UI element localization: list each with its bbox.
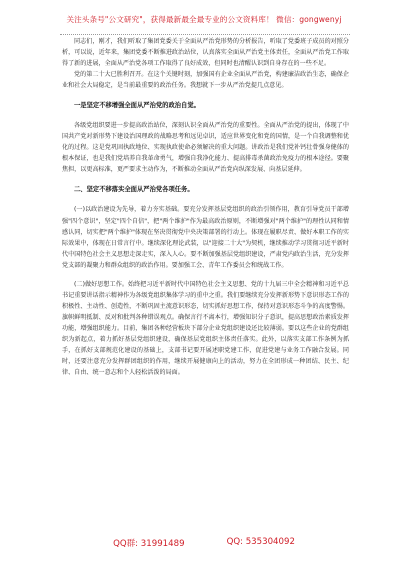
footer-qq-group: QQ群: 31991489 xyxy=(113,539,185,549)
paragraph-intro-2: 党的第二十大已胜利召开。在这个关键时刻，加强国有企业全面从严治党，构建廉洁政治生态，确保企业和社会大局稳定，是当前最重要的政治任务。我想就下一步从严治党提几点意见。 xyxy=(62,71,349,90)
footer-qq-number: QQ: 535304092 xyxy=(226,537,295,547)
paragraph-intro: 同志们，刚才，我们听取了集团党委关于全面从严治党形势的分析报告，听取了党委班子成员的对照分析，可以说，近年来，集团党委不断推进政治站位，认真落实全面从严治党主体责任，全面从严治党工作取得了新的进展，全面从严治党各项工作取得了良好成效，但同时也清醒认识到自身存在的一些不足。 xyxy=(62,38,349,68)
paragraph-section-1: 各级党组织要进一步提高政治站位，深刻认识全面从严治党的重要性。全面从严治党的提出，体现了中国共产党对新形势下建设治国理政的战略思考和远见卓识，适应世界变化和党的国情，是一个自我调整和优化的过程。这是党巩固执政地位、实现执政使命必须解决的重大问题。讲政治是我们党补钙壮骨强身健体的根本保证，也是我们党培养自我革命勇气，增强自我净化能力、提高排毒杀菌政治免疫力的根本途径。要聚焦担，以更高标准，更严要求主动作为，不断推动全面从严治党向纵深发展、向基层延伸。 xyxy=(62,122,349,174)
section-heading-1: 一是坚定不移增强全面从严治党的政治自觉。 xyxy=(74,102,200,110)
page-footer xyxy=(0,537,408,549)
document-body xyxy=(62,36,349,378)
page-header-notice: 关注头条号"公文研究"，获得最新最全最专业的公文资料库！ 微信：gongwenyj xyxy=(66,15,342,24)
header-divider xyxy=(60,34,350,35)
paragraph-item-1: (一)以政治建设为先导，着力夯实基础。要充分发挥基层党组织的政治引领作用，教育引导党员干部增强"四个意识"，坚定"四个自信"，把"两个维护"作为最高政治原则，不断增强对"两个维护"的理性认同和情感认同，切实把"两个维护"体现在坚决贯彻党中央决策部署的行动上。体现在履职尽责、做好本职工作的实际效果中，体现在日常言行中。继续深化理论武装，以"迎接二十大"为契机，继续推动学习贯彻习近平新时代中国特色社会主义思想走深走实，深入人心。要不断加强基层党组织建设，严肃党内政治生活，充分发挥党支部的凝聚力和群众组织的政治作用。要加强工会、青年工作委员会和统战工作。 xyxy=(62,206,349,269)
paragraph-item-2: (二)做好思想工作。始终把习近平新时代中国特色社会主义思想、党的十九届三中全会精神和习近平总书记重要讲话指示精神作为各级党组织集体学习的重中之重。我们要继续充分发挥新形势下意识形态工作的积极性、主动性、创造性，不断巩固主流意识形态，切实抓好思想工作，保持对意识形态斗争的高度警惕。旗帜鲜明抵制、反对和批判各种错误观点。确保言行不离本行，增强知识分子意识，提高思想政治素质发挥功能，增强组织能力。目前，集团各种经营板块下部分企业党组织建设还比较薄弱。要以这些企业的党群组织为新起点，着力抓好基层党组织建设，确保基层党组织主体责任落实。此外，以落实支部工作条例为抓手，在抓好支部规范化建设的基础上，支部书记要开展述职党建工作，促进党建与业务工作融合发展。同时，还要注意充分发挥群团组织的作用，继续开展健康向上的活动，努力在全团形成一种团结、民主、纪律、自由、统一意志和个人轻松活泼的局面。 xyxy=(62,280,349,377)
paragraph-spacer xyxy=(62,271,349,279)
section-heading-2: 二、坚定不移落实全面从严治党各项任务。 xyxy=(74,186,194,194)
